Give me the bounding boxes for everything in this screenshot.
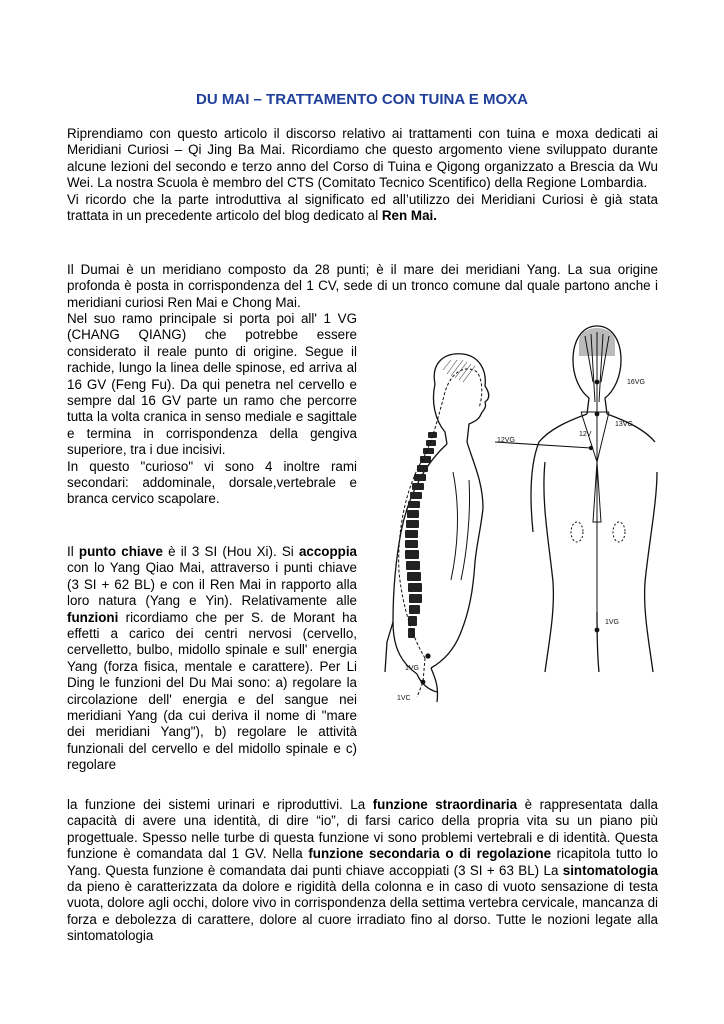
funzione-secondaria-bold: funzione secondaria o di regolazione: [308, 846, 552, 862]
back-meridian-lines: [495, 332, 609, 630]
intro-paragraph: [67, 126, 658, 224]
label-1vg: 1VG: [405, 665, 420, 672]
keypoint-text: con lo Yang Qiao Mai, attraverso i punti chiave (3 SI + 62 BL) e con il Ren Mai in rapporto alla loro natura (Yang e Yin). Relativamente alle: [67, 560, 357, 609]
back-12v-point: [589, 446, 593, 450]
accoppia-bold: accoppia: [298, 544, 358, 559]
secondary-branches-text: In questo "curioso" vi sono 4 inoltre rami secondari: addominale, dorsale,vertebrale e branca cervico scapolare.: [67, 458, 357, 507]
bottom-text: la funzione dei sistemi urinari e riproduttivi. La: [67, 797, 373, 812]
sintomatologia-bold: sintomatologia: [562, 862, 658, 878]
spine: [405, 432, 437, 638]
du-mai-meridian-illustration: [365, 312, 661, 714]
side-1vc-point: [421, 680, 426, 685]
back-1vg-point: [595, 628, 600, 633]
branch-text: Nel suo ramo principale si porta poi all' 1 VG (CHANG QIANG) che potrebbe essere considerato il reale punto di origine. Segue il rachide, lungo la linea delle spinose, ed arriva al 16 GV (Feng Fu). Da qui penetra nel cervello e sempre dal 16 GV parte un ramo che percorre tutta la volta cranica in senso mediale e sagittale e termina in corrispondenza della gengiva superiore, tra i due incisivi.: [67, 311, 357, 458]
keypoint-bold: punto chiave: [78, 544, 163, 559]
keypoint-text: Il: [67, 544, 79, 559]
back-13vg-point: [595, 412, 600, 417]
funzioni-bold: funzioni: [67, 609, 119, 625]
back-16vg-point: [595, 380, 600, 385]
label-1vc: 1VC: [397, 695, 411, 702]
back-kidneys: [571, 522, 625, 542]
funzione-straordinaria-bold: funzione straordinaria: [372, 797, 518, 812]
dumai-paragraph: Il Dumai è un meridiano composto da 28 punti; è il mare dei meridiani Yang. La sua origine profonda è posta in corrispondenza del 1 CV, sede di un tronco comune dal quale partono anche i meridiani curiosi Ren Mai e Chong Mai.: [67, 262, 658, 310]
bottom-text: da pieno è caratterizzata da dolore e rigidità della colonna e in caso di vuoto sensazione di testa vuota, dolore agli occhi, dolore vivo in corrispondenza della settima vertebra cervicale, mancanza di forza e debolezza di carattere, dolore al cuore irradiato fino al dorso. Tutte le nozioni legate alla sintomatologia: [67, 879, 658, 944]
keypoint-text: ricordiamo che per S. de Morant ha effetti a carico dei centri nervosi (cervello, cervelletto, bulbo, midollo spinale e sull' energia Yang (forza fisica, mentale e carattere). Per Li Ding le funzioni del Du Mai sono: a) regolare la circolazione dell' energia e del sangue nei meridiani Yang (da cui deriva il nome di "mare dei meridiani Yang"), b) regolare le attività funzionali del cervello e del midollo spinale e c) regolare: [67, 609, 357, 773]
intro-text: Riprendiamo con questo articolo il discorso relativo ai trattamenti con tuina e moxa dedicati ai Meridiani Curiosi – Qi Jing Ba Mai. Ricordiamo che questo argomento viene sviluppato durante alcune lezioni del secondo e terzo anno del Corso di Tuina e Qigong organizzato a Brescia da Wu Wei. La nostra Scuola è membro del CTS (Comitato Tecnico Scentifico) della Regione Lombardia.: [67, 126, 658, 191]
brain-hatch: [443, 360, 475, 382]
bottom-text: ricapitola tutto lo Yang. Questa funzione è comandata dai punti chiave accoppiati (3 SI + 63 BL) La: [67, 846, 658, 878]
intro-text-2: Vi ricordo che la parte introduttiva al significato ed all’utilizzo dei Meridiani Curiosi è già stata trattata in un precedente articolo del blog dedicato al: [67, 191, 658, 224]
side-view-body: [385, 354, 489, 702]
page-title: DU MAI – TRATTAMENTO CON TUINA E MOXA: [196, 91, 528, 108]
bottom-paragraph: [67, 797, 658, 945]
label-12v: 12V: [579, 431, 592, 438]
ren-mai-link-text: Ren Mai.: [381, 208, 437, 224]
meridian-diagram: [365, 312, 661, 714]
bottom-text: è rappresentata dalla capacità di avere una identità, di dire “io”, di farsi carico della propria vita su un piano più progettuale. Spesso nelle turbe di questa funzione vi sono problemi vertebrali e di identità. Questa funzione è comandata dal 1 GV. Nella: [67, 797, 659, 862]
label-16vg: 16VG: [627, 379, 645, 386]
branch-paragraph: [67, 311, 357, 508]
label-13vg: 13VG: [615, 421, 633, 428]
keypoint-paragraph: [67, 544, 357, 774]
label-12vg: 12VG: [497, 437, 515, 444]
side-1vg-point: [425, 653, 430, 658]
label-back-1vg: 1VG: [605, 619, 620, 626]
keypoint-text: è il 3 SI (Hou Xi). Si: [162, 544, 299, 559]
